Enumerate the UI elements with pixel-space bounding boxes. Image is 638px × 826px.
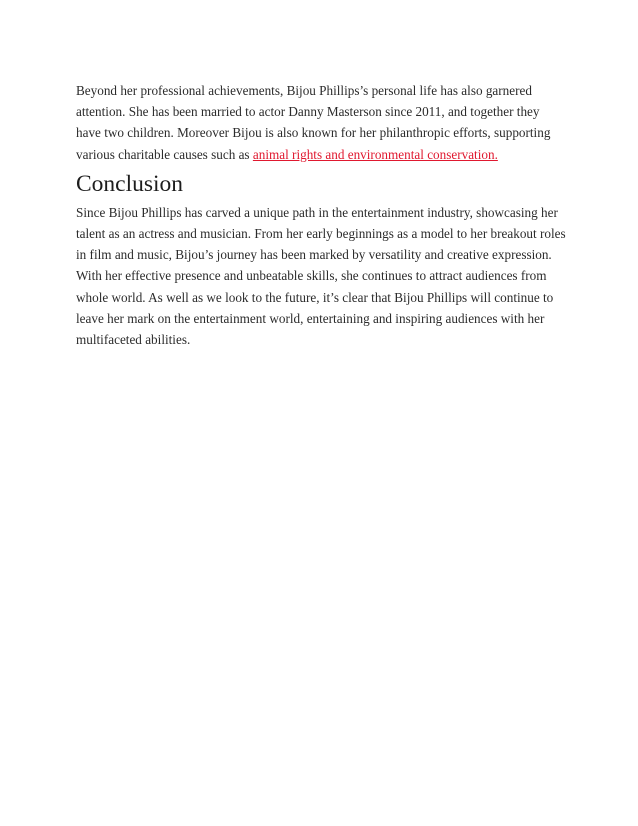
conclusion-paragraph: Since Bijou Phillips has carved a unique path in the entertainment industry, showcasing her talent as an actress and musician. From her early beginnings as a model to her breakout roles in film and music, Bijou’s journey has been marked by versatility and creative expression. With her effective presence and unbeatable skills, she continues to attract audiences from whole world. As well as we look to the future, it’s clear that Bijou Phillips will continue to leave her mark on the entertainment world, entertaining and inspiring audiences with her multifaceted abilities. <box>76 204 566 348</box>
document-content <box>76 80 566 350</box>
personal-life-text: Beyond her professional achievements, Bijou Phillips’s personal life has also garnered attention. She has been married to actor Danny Masterson since 2011, and together they have two children. Moreover Bijou is also known for her philanthropic efforts, supporting various charitable causes such as <box>76 83 551 162</box>
personal-life-paragraph <box>76 80 566 165</box>
charitable-causes-link[interactable]: animal rights and environmental conservation. <box>252 146 498 162</box>
conclusion-heading: Conclusion <box>76 170 184 197</box>
